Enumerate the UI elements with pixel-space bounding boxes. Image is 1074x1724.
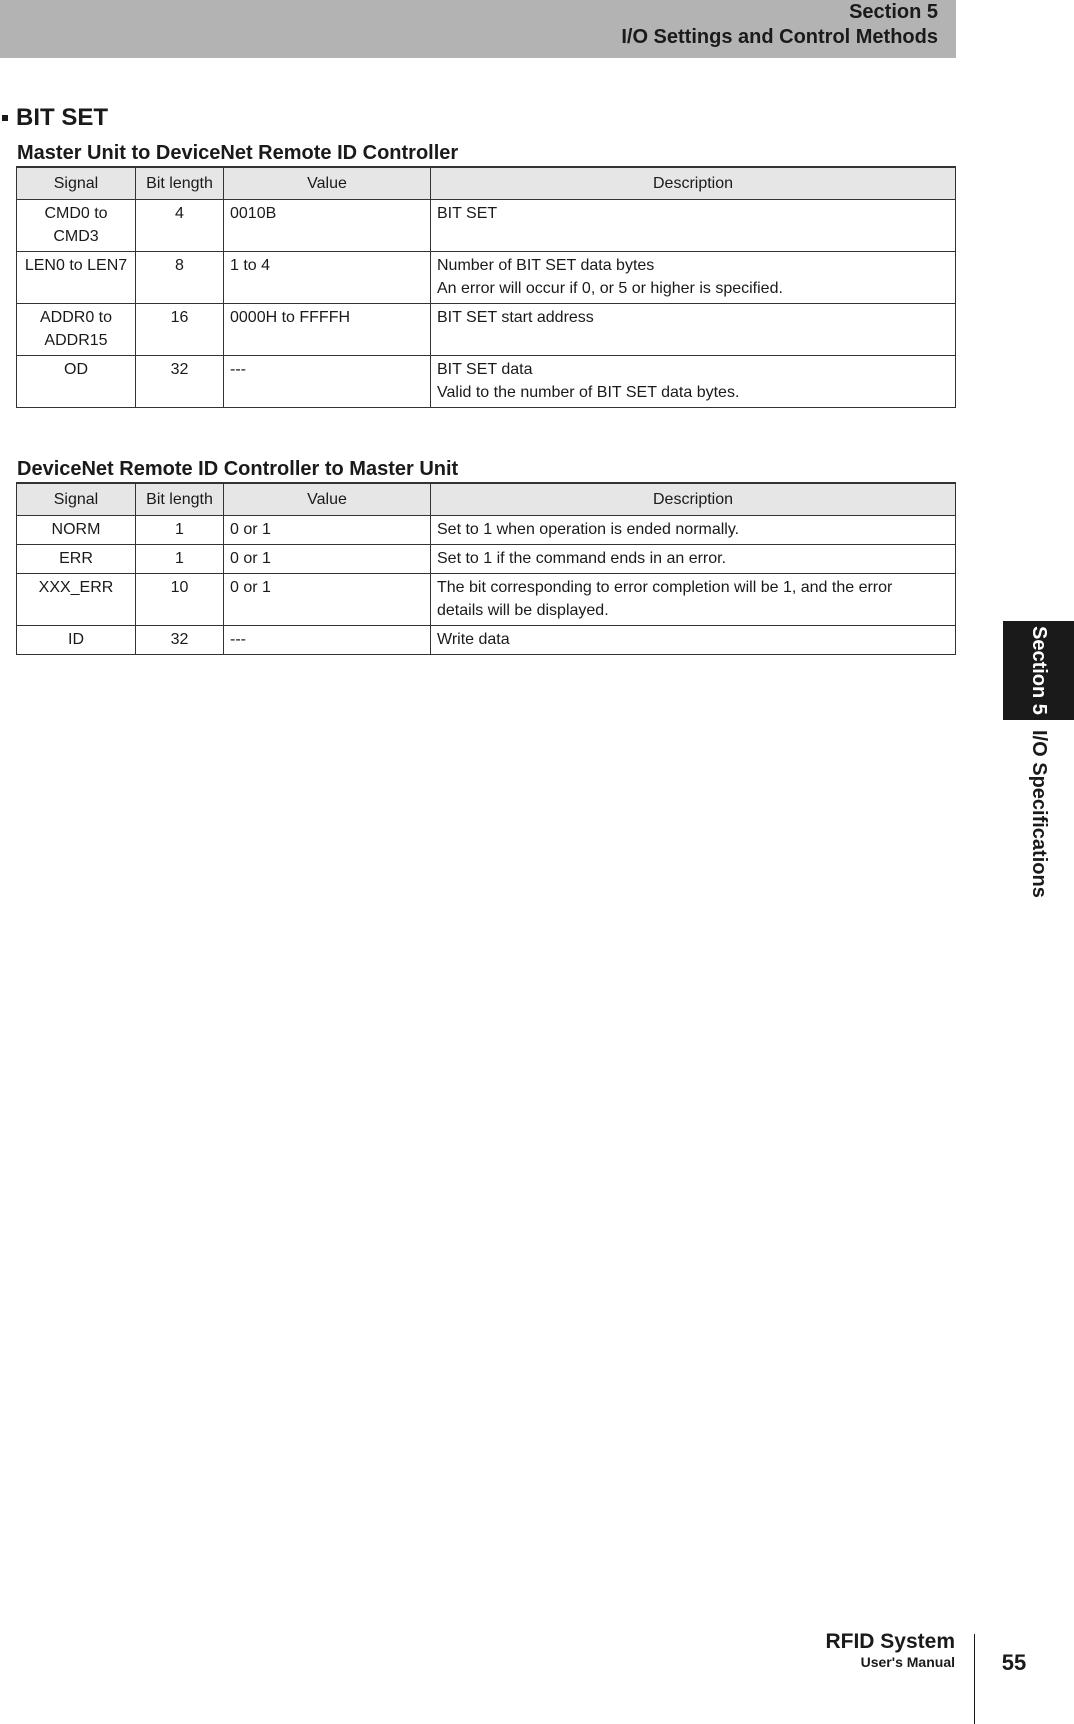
side-tab-section: Section 5 (1028, 626, 1050, 715)
footer-subtitle: User's Manual (860, 1654, 955, 1670)
description-line: details will be displayed. (437, 602, 609, 619)
table-controller-to-master (16, 482, 956, 655)
description-line: BIT SET (437, 205, 498, 222)
cell-value: --- (224, 356, 431, 408)
cell-bit-length: 32 (136, 626, 224, 655)
table-title-controller-to-master: DeviceNet Remote ID Controller to Master Unit (17, 458, 459, 480)
table-header-row (17, 167, 956, 200)
signal-line: LEN0 to LEN7 (24, 257, 128, 274)
column-header-bit-length: Bit length (136, 483, 224, 516)
table-row (17, 356, 956, 408)
section-heading (0, 104, 108, 132)
header-section: Section 5 (849, 1, 938, 23)
header-title: I/O Settings and Control Methods (621, 26, 938, 48)
description-line: Valid to the number of BIT SET data bytes. (437, 384, 740, 401)
table-row (17, 545, 956, 574)
cell-signal (17, 545, 136, 574)
signal-line: CMD0 to (44, 205, 108, 222)
footer-divider (974, 1634, 975, 1724)
description-line: Set to 1 when operation is ended normally. (437, 521, 740, 538)
cell-description (431, 304, 956, 356)
cell-description (431, 200, 956, 252)
table-row (17, 626, 956, 655)
side-caption-text: I/O Specifications (1028, 730, 1050, 898)
cell-value: 0000H to FFFFH (224, 304, 431, 356)
signal-line: OD (64, 361, 88, 378)
cell-signal (17, 200, 136, 252)
cell-bit-length: 4 (136, 200, 224, 252)
cell-description (431, 626, 956, 655)
cell-value: 0010B (224, 200, 431, 252)
description-line: Write data (437, 631, 510, 648)
signal-line: ADDR0 to (39, 309, 113, 326)
cell-description (431, 356, 956, 408)
footer-title: RFID System (825, 1630, 955, 1653)
column-header-signal: Signal (17, 167, 136, 200)
cell-bit-length: 1 (136, 545, 224, 574)
table-row (17, 252, 956, 304)
cell-signal (17, 626, 136, 655)
table-row (17, 200, 956, 252)
column-header-description: Description (431, 167, 956, 200)
cell-value: 0 or 1 (224, 545, 431, 574)
signal-line: NORM (51, 521, 101, 538)
cell-signal (17, 574, 136, 626)
column-header-value: Value (224, 167, 431, 200)
description-line: Set to 1 if the command ends in an error. (437, 550, 727, 567)
side-caption (1003, 730, 1074, 910)
cell-description (431, 252, 956, 304)
signal-line: ERR (59, 550, 93, 567)
signal-line: CMD3 (53, 228, 99, 245)
cell-bit-length: 8 (136, 252, 224, 304)
signal-line: ID (68, 631, 84, 648)
cell-bit-length: 16 (136, 304, 224, 356)
column-header-bit-length: Bit length (136, 167, 224, 200)
table-row (17, 574, 956, 626)
side-tab (1003, 621, 1074, 720)
header-band (0, 0, 956, 58)
column-header-description: Description (431, 483, 956, 516)
description-line: The bit corresponding to error completion will be 1, and the error (437, 579, 893, 596)
table-row (17, 516, 956, 545)
description-line: An error will occur if 0, or 5 or higher is specified. (437, 280, 783, 297)
description-line: BIT SET data (437, 361, 533, 378)
cell-value: 0 or 1 (224, 574, 431, 626)
signal-line: ADDR15 (44, 332, 108, 349)
signal-line: XXX_ERR (38, 579, 114, 596)
cell-signal (17, 252, 136, 304)
cell-bit-length: 32 (136, 356, 224, 408)
table-title-master-to-controller: Master Unit to DeviceNet Remote ID Controller (17, 142, 459, 164)
cell-description (431, 545, 956, 574)
cell-signal (17, 516, 136, 545)
cell-bit-length: 10 (136, 574, 224, 626)
column-header-signal: Signal (17, 483, 136, 516)
cell-value: 0 or 1 (224, 516, 431, 545)
cell-bit-length: 1 (136, 516, 224, 545)
cell-value: --- (224, 626, 431, 655)
column-header-value: Value (224, 483, 431, 516)
table-master-to-controller (16, 166, 956, 408)
running-header (621, 0, 938, 50)
cell-signal (17, 356, 136, 408)
description-line: Number of BIT SET data bytes (437, 257, 655, 274)
cell-description (431, 574, 956, 626)
section-heading-text: BIT SET (16, 104, 109, 131)
table-header-row (17, 483, 956, 516)
cell-signal (17, 304, 136, 356)
cell-description (431, 516, 956, 545)
table-row (17, 304, 956, 356)
page-number: 55 (1001, 1650, 1027, 1675)
square-bullet-icon (2, 115, 8, 121)
cell-value: 1 to 4 (224, 252, 431, 304)
description-line: BIT SET start address (437, 309, 594, 326)
